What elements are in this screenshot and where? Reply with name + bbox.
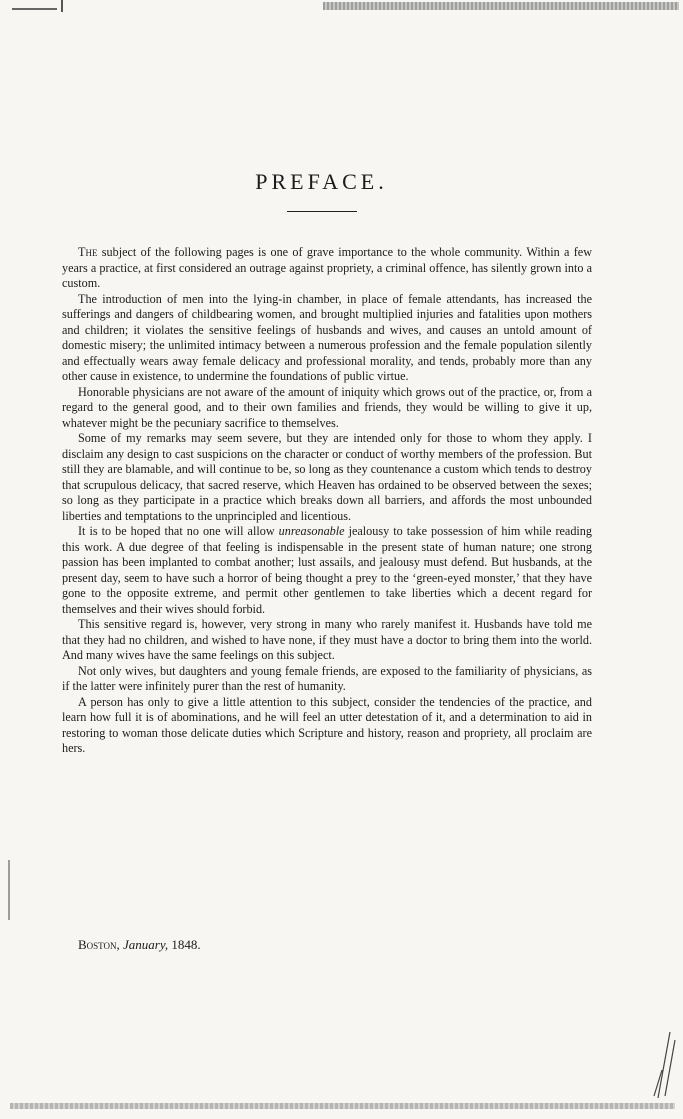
paragraph: It is to be hoped that no one will allow unreasonable jealousy to take possession of him while reading this work. A due degree of that feeling is indispensable in the present state of human nature; one strong passion has been implanted to combat another; lust assails, and jealousy must defend. But husbands, at the present day, seem to have such a horror of being thought a prey to the ‘green-eyed monster,’ that they have gone to the opposite extreme, and permit other gentlemen to take liberties which a decent regard for themselves and their wives should forbid.	[62, 524, 592, 616]
scan-edge-mark	[323, 2, 679, 10]
signoff-month: January,	[123, 937, 169, 952]
scan-edge-mark	[55, 0, 63, 12]
pencil-mark-icon	[648, 1030, 678, 1100]
title-rule	[287, 211, 357, 212]
scan-edge-mark	[12, 8, 57, 10]
preface-body	[62, 245, 592, 757]
signoff	[78, 937, 201, 953]
paragraph: A person has only to give a little attention to this subject, consider the tendencies of the practice, and learn how full it is of abominations, and he will feel an utter detestation of it, and a determination to aid in restoring to woman those delicate duties which Scripture and history, reason and propriety, all proclaim are hers.	[62, 694, 592, 755]
paragraph: Not only wives, but daughters and young female friends, are exposed to the familiarity of physicians, as if the latter were infinitely purer than the rest of humanity.	[62, 663, 592, 693]
paragraph: Honorable physicians are not aware of the amount of iniquity which grows out of the practice, or, from a regard to the general good, and to their own families and friends, they would be willing to give it up, whatever might be the pecuniary sacrifice to themselves.	[62, 384, 592, 430]
paragraph: Some of my remarks may seem severe, but they are intended only for those to whom they apply. I disclaim any design to cast suspicions on the character or conduct of worthy members of the profession. But still they are blamable, and will continue to be, so long as they countenance a custom which tends to destroy that scrupulous delicacy, that sacred reserve, which Heaven has ordained to be observed between the sexes; so long as they participate in a practice which breaks down all barriers, and affords the most unbounded liberties and temptations to the unprincipled and licentious.	[62, 431, 592, 523]
signoff-place: Boston,	[78, 937, 120, 952]
paragraph: This sensitive regard is, however, very strong in many who rarely manifest it. Husbands have told me that they had no children, and wished to have none, if they must have a doctor to bring them into the world. And many wives have the same feelings on this subject.	[62, 617, 592, 662]
paragraph: The introduction of men into the lying-in chamber, in place of female attendants, has increased the sufferings and dangers of childbearing women, and brought multiplied injuries and fatalities upon mothers and children; it violates the sensitive feelings of husbands and wives, and causes an untold amount of domestic misery; the unlimited intimacy between a numerous profession and the female population silently and effectually wears away female delicacy and professional morality, and tends, probably more than any other cause in existence, to undermine the foundations of public virtue.	[62, 291, 592, 383]
signoff-year: 1848.	[168, 937, 201, 952]
page-title: PREFACE.	[255, 168, 388, 194]
paragraph: The subject of the following pages is one of grave importance to the whole community. Within a few years a practice, at first considered an outrage against propriety, a criminal offence, has silently grown into a custom.	[62, 245, 592, 290]
scan-edge-mark	[8, 860, 10, 920]
scan-edge-mark	[10, 1103, 675, 1109]
